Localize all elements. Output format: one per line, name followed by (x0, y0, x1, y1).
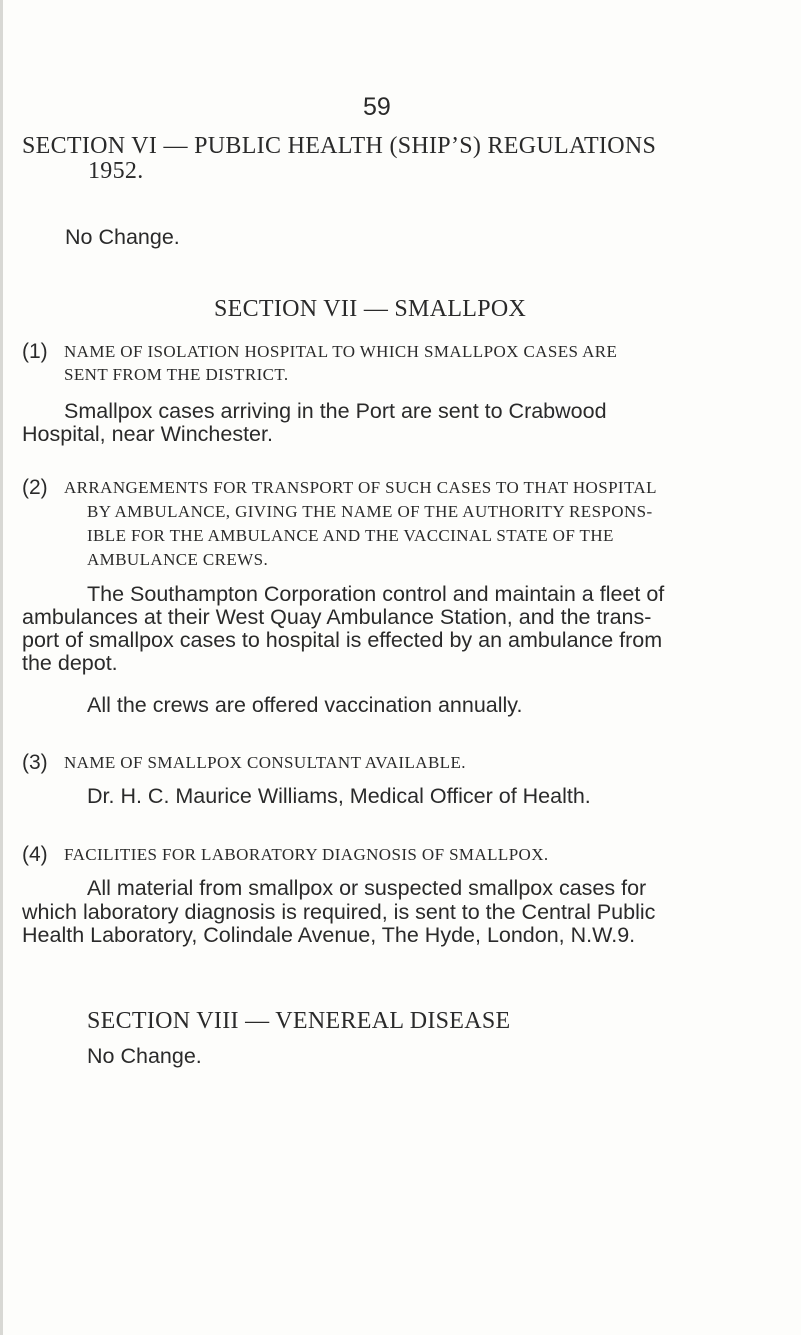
item-2-extra: All the crews are offered vaccination annually. (87, 693, 523, 717)
item-4-title-line-1: FACILITIES FOR LABORATORY DIAGNOSIS OF SMALLPOX. (64, 845, 549, 864)
item-2-body-line-4: the depot. (22, 651, 118, 675)
section-6-heading: SECTION VI — PUBLIC HEALTH (SHIP’S) REGULATIONS (22, 133, 657, 159)
page-number: 59 (363, 93, 391, 121)
item-3-body-line-1: Dr. H. C. Maurice Williams, Medical Officer of Health. (87, 784, 591, 808)
item-1-number: (1) (22, 340, 48, 363)
section-8-heading: SECTION VIII — VENEREAL DISEASE (87, 1008, 511, 1034)
item-2-number: (2) (22, 476, 48, 499)
item-4-body-line-3: Health Laboratory, Colindale Avenue, The Hyde, London, N.W.9. (22, 923, 636, 947)
item-2-title-line-2: BY AMBULANCE, GIVING THE NAME OF THE AUTHORITY RESPONS- (87, 502, 653, 521)
item-1-body-line-1: Smallpox cases arriving in the Port are sent to Crabwood (64, 399, 607, 423)
item-4-number: (4) (22, 843, 48, 866)
item-4-body-line-2: which laboratory diagnosis is required, is sent to the Central Public (22, 900, 656, 924)
section-6-text: No Change. (65, 225, 180, 249)
page-edge-shadow (0, 0, 3, 1335)
item-3-title-line-1: NAME OF SMALLPOX CONSULTANT AVAILABLE. (64, 753, 466, 772)
item-1-title-line-2: SENT FROM THE DISTRICT. (64, 365, 289, 384)
item-1-title-line-1: NAME OF ISOLATION HOSPITAL TO WHICH SMALLPOX CASES ARE (64, 342, 618, 361)
item-2-title-line-3: IBLE FOR THE AMBULANCE AND THE VACCINAL STATE OF THE (87, 526, 614, 545)
item-2-title-line-1: ARRANGEMENTS FOR TRANSPORT OF SUCH CASES TO THAT HOSPITAL (64, 478, 657, 497)
item-2-body-line-1: The Southampton Corporation control and maintain a fleet of (87, 582, 665, 606)
section-7-heading: SECTION VII — SMALLPOX (214, 296, 527, 322)
item-2-body-line-2: ambulances at their West Quay Ambulance Station, and the trans- (22, 605, 652, 629)
item-1-body-line-2: Hospital, near Winchester. (22, 422, 273, 446)
section-6-heading-year: 1952. (88, 158, 144, 184)
item-2-title-line-4: AMBULANCE CREWS. (87, 550, 269, 569)
item-4-body-line-1: All material from smallpox or suspected smallpox cases for (87, 876, 647, 900)
section-8-text: No Change. (87, 1044, 202, 1068)
item-2-body-line-3: port of smallpox cases to hospital is effected by an ambulance from (22, 628, 663, 652)
item-3-number: (3) (22, 751, 48, 774)
